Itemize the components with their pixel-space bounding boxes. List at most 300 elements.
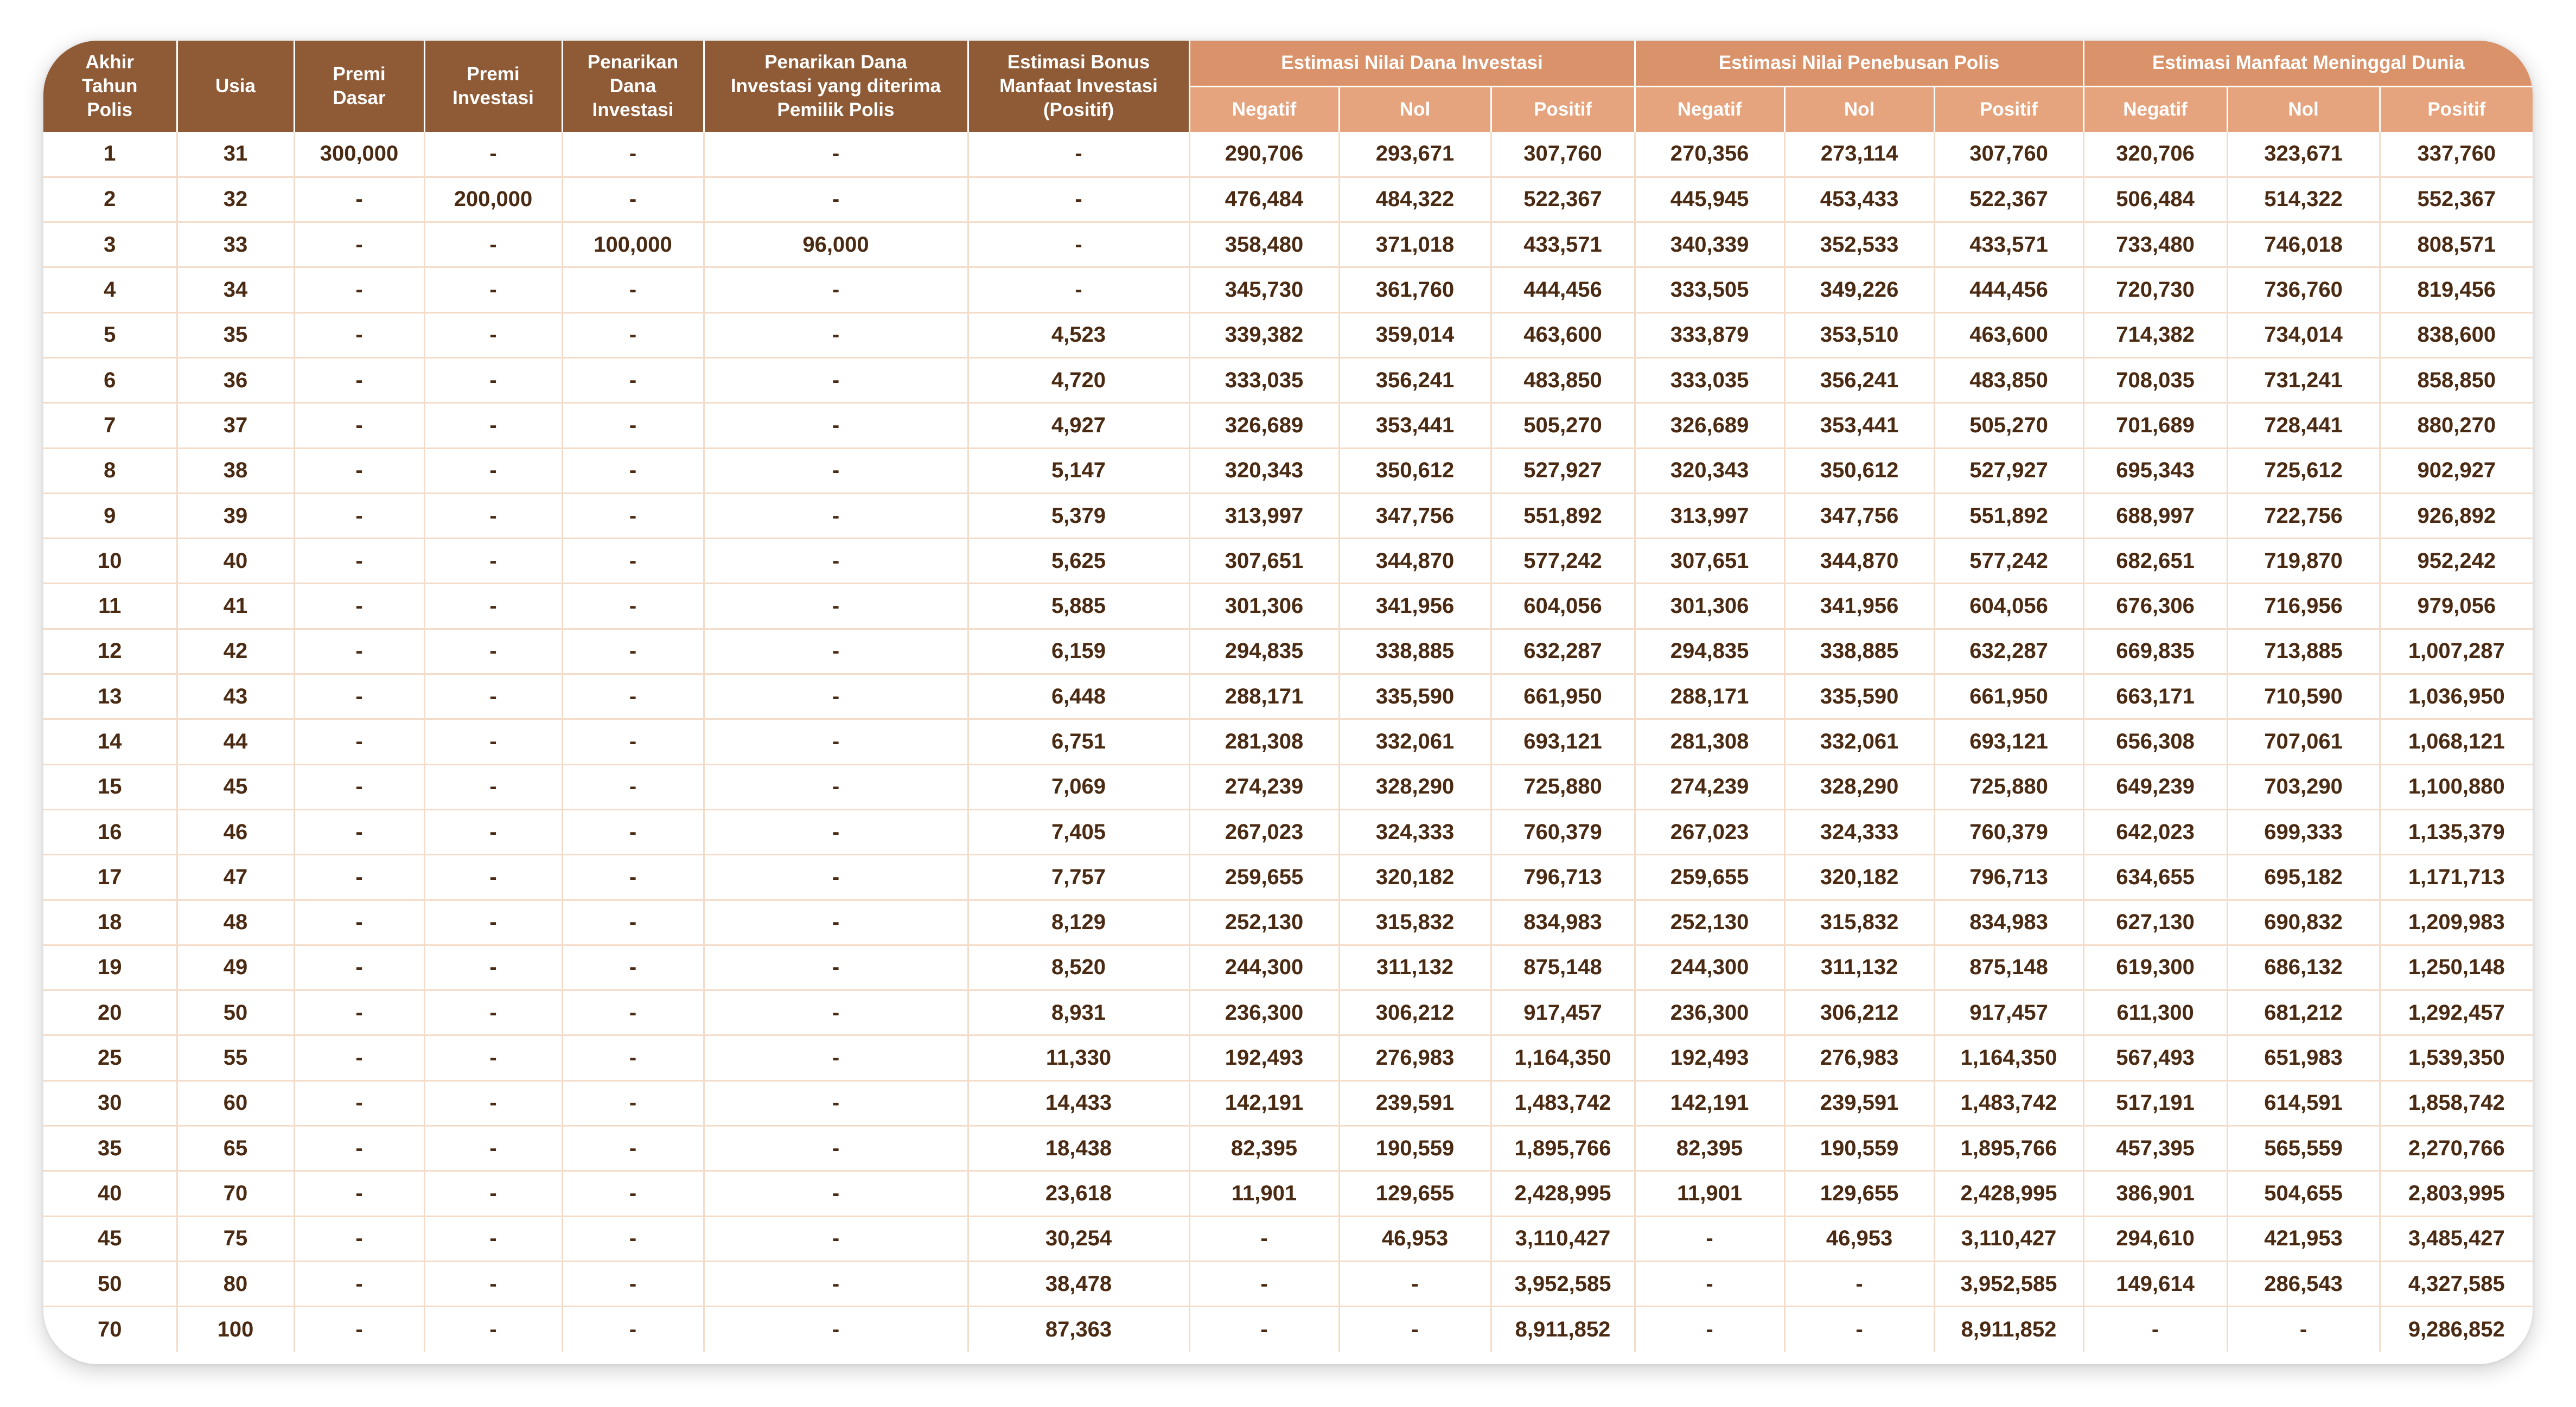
table-row xyxy=(43,1171,2533,1216)
table-cell: 335,590 xyxy=(1784,674,1934,719)
table-cell: - xyxy=(294,312,424,357)
table-cell: 713,885 xyxy=(2227,629,2380,674)
table-cell: 307,760 xyxy=(1934,132,2083,177)
table-cell: 288,171 xyxy=(1189,674,1339,719)
table-cell: 483,850 xyxy=(1934,357,2083,402)
table-cell: 332,061 xyxy=(1784,719,1934,764)
subheader-zero: Nol xyxy=(2227,86,2380,132)
table-cell: 306,212 xyxy=(1339,990,1491,1035)
table-cell: 307,651 xyxy=(1635,539,1784,584)
table-cell: 320,182 xyxy=(1339,855,1491,900)
table-cell: 259,655 xyxy=(1189,855,1339,900)
table-cell: 344,870 xyxy=(1784,539,1934,584)
table-cell: 40 xyxy=(177,539,294,584)
table-cell: - xyxy=(424,357,562,402)
table-cell: 332,061 xyxy=(1339,719,1491,764)
table-row xyxy=(43,945,2533,990)
table-cell: 4,523 xyxy=(968,312,1189,357)
table-row xyxy=(43,1307,2533,1352)
table-cell: 693,121 xyxy=(1934,719,2083,764)
table-cell: 551,892 xyxy=(1491,493,1635,538)
table-cell: 708,035 xyxy=(2083,357,2227,402)
table-cell: 19 xyxy=(43,945,177,990)
header-investment-premium xyxy=(424,41,562,132)
table-cell: 281,308 xyxy=(1635,719,1784,764)
table-cell: 315,832 xyxy=(1784,900,1934,945)
table-cell: - xyxy=(294,809,424,854)
table-cell: 35 xyxy=(43,1126,177,1171)
table-cell: 661,950 xyxy=(1491,674,1635,719)
table-cell: 5 xyxy=(43,312,177,357)
table-cell: 44 xyxy=(177,719,294,764)
table-cell: 2 xyxy=(43,177,177,222)
header-withdrawal-received-line: Penarikan Dana xyxy=(764,52,907,73)
table-cell: 293,671 xyxy=(1339,132,1491,177)
table-cell: - xyxy=(968,132,1189,177)
table-cell: 1,539,350 xyxy=(2380,1035,2533,1080)
table-cell: 50 xyxy=(177,990,294,1035)
table-cell: 300,000 xyxy=(294,132,424,177)
table-cell: - xyxy=(294,629,424,674)
table-cell: - xyxy=(562,719,704,764)
table-cell: 50 xyxy=(43,1261,177,1306)
table-cell: 505,270 xyxy=(1491,403,1635,448)
table-cell: 259,655 xyxy=(1635,855,1784,900)
table-row xyxy=(43,403,2533,448)
header-policy-year-line: Tahun xyxy=(82,75,138,97)
table-cell: 952,242 xyxy=(2380,539,2533,584)
table-cell: 676,306 xyxy=(2083,584,2227,629)
table-cell: 3,952,585 xyxy=(1491,1261,1635,1306)
table-cell: 40 xyxy=(43,1171,177,1216)
table-cell: 8,520 xyxy=(968,945,1189,990)
table-row xyxy=(43,855,2533,900)
table-cell: 6,448 xyxy=(968,674,1189,719)
table-cell: 444,456 xyxy=(1491,267,1635,312)
benefit-illustration-table xyxy=(43,41,2533,1352)
table-row xyxy=(43,1261,2533,1306)
table-cell: - xyxy=(294,719,424,764)
table-cell: - xyxy=(1189,1261,1339,1306)
table-cell: 699,333 xyxy=(2227,809,2380,854)
table-cell: 681,212 xyxy=(2227,990,2380,1035)
table-cell: 345,730 xyxy=(1189,267,1339,312)
table-cell: 476,484 xyxy=(1189,177,1339,222)
table-cell: - xyxy=(424,945,562,990)
table-cell: 719,870 xyxy=(2227,539,2380,584)
table-cell: 18,438 xyxy=(968,1126,1189,1171)
header-age xyxy=(177,41,294,132)
table-cell: 736,760 xyxy=(2227,267,2380,312)
table-cell: 577,242 xyxy=(1491,539,1635,584)
table-cell: 632,287 xyxy=(1934,629,2083,674)
table-cell: 236,300 xyxy=(1635,990,1784,1035)
table-cell: 1,036,950 xyxy=(2380,674,2533,719)
table-cell: - xyxy=(1339,1261,1491,1306)
table-cell: - xyxy=(424,629,562,674)
table-cell: 273,114 xyxy=(1784,132,1934,177)
table-cell: 5,147 xyxy=(968,448,1189,493)
header-group-death-benefit: Estimasi Manfaat Meninggal Dunia xyxy=(2083,41,2533,86)
table-cell: - xyxy=(562,990,704,1035)
table-cell: - xyxy=(704,539,968,584)
table-cell: 517,191 xyxy=(2083,1080,2227,1125)
table-cell: 2,270,766 xyxy=(2380,1126,2533,1171)
table-cell: 49 xyxy=(177,945,294,990)
table-cell: 649,239 xyxy=(2083,764,2227,809)
table-cell: - xyxy=(704,629,968,674)
table-cell: 514,322 xyxy=(2227,177,2380,222)
header-fund-withdrawal xyxy=(562,41,704,132)
table-cell: 311,132 xyxy=(1339,945,1491,990)
table-cell: 30 xyxy=(43,1080,177,1125)
header-investment-premium-line: Premi xyxy=(467,63,520,85)
table-cell: - xyxy=(424,1216,562,1261)
table-cell: 457,395 xyxy=(2083,1126,2227,1171)
table-cell: 142,191 xyxy=(1189,1080,1339,1125)
table-cell: 619,300 xyxy=(2083,945,2227,990)
table-cell: - xyxy=(424,403,562,448)
table-cell: 344,870 xyxy=(1339,539,1491,584)
table-cell: 3,110,427 xyxy=(1934,1216,2083,1261)
header-basic-premium-line: Dasar xyxy=(333,87,386,108)
table-cell: - xyxy=(562,900,704,945)
table-cell: 276,983 xyxy=(1339,1035,1491,1080)
table-cell: 87,363 xyxy=(968,1307,1189,1352)
table-cell: - xyxy=(704,719,968,764)
table-cell: - xyxy=(562,448,704,493)
table-cell: 311,132 xyxy=(1784,945,1934,990)
table-cell: 359,014 xyxy=(1339,312,1491,357)
table-cell: 288,171 xyxy=(1635,674,1784,719)
table-cell: - xyxy=(562,1126,704,1171)
table-cell: 307,651 xyxy=(1189,539,1339,584)
table-cell: 328,290 xyxy=(1784,764,1934,809)
table-cell: 506,484 xyxy=(2083,177,2227,222)
table-cell: 239,591 xyxy=(1784,1080,1934,1125)
table-cell: - xyxy=(704,1307,968,1352)
table-cell: 979,056 xyxy=(2380,584,2533,629)
table-cell: - xyxy=(424,1126,562,1171)
table-cell: - xyxy=(1784,1307,1934,1352)
table-cell: 504,655 xyxy=(2227,1171,2380,1216)
table-cell: - xyxy=(294,674,424,719)
table-cell: - xyxy=(562,539,704,584)
table-cell: 290,706 xyxy=(1189,132,1339,177)
table-cell: - xyxy=(294,539,424,584)
table-cell: - xyxy=(562,1261,704,1306)
header-policy-year xyxy=(43,41,177,132)
table-cell: 917,457 xyxy=(1491,990,1635,1035)
table-cell: 286,543 xyxy=(2227,1261,2380,1306)
table-cell: 8,911,852 xyxy=(1934,1307,2083,1352)
table-cell: 129,655 xyxy=(1784,1171,1934,1216)
table-cell: - xyxy=(562,312,704,357)
table-cell: 347,756 xyxy=(1784,493,1934,538)
table-cell: - xyxy=(562,132,704,177)
table-cell: - xyxy=(424,1171,562,1216)
subheader-positive: Positif xyxy=(2380,86,2533,132)
table-cell: 725,612 xyxy=(2227,448,2380,493)
table-cell: 356,241 xyxy=(1339,357,1491,402)
table-cell: 294,610 xyxy=(2083,1216,2227,1261)
table-row xyxy=(43,222,2533,267)
table-cell: 320,343 xyxy=(1635,448,1784,493)
table-cell: 38 xyxy=(177,448,294,493)
table-cell: 917,457 xyxy=(1934,990,2083,1035)
header-fund-withdrawal-line: Penarikan xyxy=(587,52,679,73)
table-cell: 142,191 xyxy=(1635,1080,1784,1125)
subheader-positive: Positif xyxy=(1491,86,1635,132)
table-cell: 75 xyxy=(177,1216,294,1261)
table-cell: - xyxy=(294,945,424,990)
table-cell: 834,983 xyxy=(1934,900,2083,945)
table-cell: - xyxy=(704,177,968,222)
table-cell: 294,835 xyxy=(1635,629,1784,674)
table-cell: 38,478 xyxy=(968,1261,1189,1306)
table-cell: - xyxy=(562,267,704,312)
table-cell: 1,164,350 xyxy=(1934,1035,2083,1080)
table-cell: - xyxy=(424,855,562,900)
table-cell: - xyxy=(294,990,424,1035)
table-row xyxy=(43,1035,2533,1080)
table-cell: - xyxy=(294,1171,424,1216)
table-cell: 33 xyxy=(177,222,294,267)
table-cell: 8,931 xyxy=(968,990,1189,1035)
table-cell: 693,121 xyxy=(1491,719,1635,764)
table-cell: 734,014 xyxy=(2227,312,2380,357)
table-cell: 686,132 xyxy=(2227,945,2380,990)
table-cell: 46,953 xyxy=(1339,1216,1491,1261)
table-cell: 281,308 xyxy=(1189,719,1339,764)
header-investment-bonus xyxy=(968,41,1189,132)
header-withdrawal-received-line: Investasi yang diterima xyxy=(730,75,941,97)
subheader-positive: Positif xyxy=(1934,86,2083,132)
table-cell: - xyxy=(562,809,704,854)
table-cell: - xyxy=(704,1080,968,1125)
table-cell: 577,242 xyxy=(1934,539,2083,584)
table-cell: - xyxy=(1635,1216,1784,1261)
table-cell: 353,510 xyxy=(1784,312,1934,357)
table-row xyxy=(43,312,2533,357)
table-cell: - xyxy=(562,177,704,222)
table-cell: 55 xyxy=(177,1035,294,1080)
table-cell: 324,333 xyxy=(1784,809,1934,854)
table-cell: - xyxy=(294,493,424,538)
table-row xyxy=(43,177,2533,222)
table-cell: 567,493 xyxy=(2083,1035,2227,1080)
subheader-zero: Nol xyxy=(1339,86,1491,132)
table-cell: 350,612 xyxy=(1784,448,1934,493)
table-cell: 926,892 xyxy=(2380,493,2533,538)
table-cell: 324,333 xyxy=(1339,809,1491,854)
table-cell: - xyxy=(704,764,968,809)
table-cell: 149,614 xyxy=(2083,1261,2227,1306)
table-row xyxy=(43,539,2533,584)
header-fund-withdrawal-line: Dana xyxy=(609,75,656,97)
table-cell: 31 xyxy=(177,132,294,177)
table-cell: - xyxy=(424,267,562,312)
table-row xyxy=(43,1126,2533,1171)
table-cell: 714,382 xyxy=(2083,312,2227,357)
table-cell: 4,927 xyxy=(968,403,1189,448)
table-cell: 1,483,742 xyxy=(1491,1080,1635,1125)
table-cell: 361,760 xyxy=(1339,267,1491,312)
table-cell: 10 xyxy=(43,539,177,584)
table-cell: 337,760 xyxy=(2380,132,2533,177)
table-cell: - xyxy=(424,312,562,357)
table-cell: 552,367 xyxy=(2380,177,2533,222)
table-cell: 274,239 xyxy=(1635,764,1784,809)
table-cell: 47 xyxy=(177,855,294,900)
illustration-table-card xyxy=(43,41,2533,1364)
table-row xyxy=(43,629,2533,674)
table-cell: - xyxy=(294,900,424,945)
table-cell: 30,254 xyxy=(968,1216,1189,1261)
table-cell: 731,241 xyxy=(2227,357,2380,402)
table-cell: 1,483,742 xyxy=(1934,1080,2083,1125)
table-cell: 190,559 xyxy=(1339,1126,1491,1171)
table-cell: - xyxy=(424,222,562,267)
table-row xyxy=(43,267,2533,312)
table-row xyxy=(43,1080,2533,1125)
table-cell: 20 xyxy=(43,990,177,1035)
table-cell: 45 xyxy=(177,764,294,809)
header-basic-premium xyxy=(294,41,424,132)
table-cell: 703,290 xyxy=(2227,764,2380,809)
table-cell: - xyxy=(704,357,968,402)
table-cell: 23,618 xyxy=(968,1171,1189,1216)
table-row xyxy=(43,132,2533,177)
table-cell: 96,000 xyxy=(704,222,968,267)
table-cell: 341,956 xyxy=(1784,584,1934,629)
table-cell: 2,428,995 xyxy=(1934,1171,2083,1216)
table-cell: 338,885 xyxy=(1339,629,1491,674)
table-cell: - xyxy=(424,448,562,493)
table-cell: 347,756 xyxy=(1339,493,1491,538)
table-cell: 100,000 xyxy=(562,222,704,267)
table-cell: 11,901 xyxy=(1189,1171,1339,1216)
table-cell: - xyxy=(294,267,424,312)
table-cell: 65 xyxy=(177,1126,294,1171)
table-cell: 634,655 xyxy=(2083,855,2227,900)
table-cell: - xyxy=(704,900,968,945)
table-cell: 8,129 xyxy=(968,900,1189,945)
table-cell: 3,485,427 xyxy=(2380,1216,2533,1261)
table-cell: 611,300 xyxy=(2083,990,2227,1035)
table-cell: 1,209,983 xyxy=(2380,900,2533,945)
table-cell: 760,379 xyxy=(1491,809,1635,854)
table-cell: 632,287 xyxy=(1491,629,1635,674)
table-cell: 7,069 xyxy=(968,764,1189,809)
table-cell: 9 xyxy=(43,493,177,538)
table-cell: 35 xyxy=(177,312,294,357)
table-cell: 444,456 xyxy=(1934,267,2083,312)
table-cell: 505,270 xyxy=(1934,403,2083,448)
table-cell: - xyxy=(562,764,704,809)
table-cell: 17 xyxy=(43,855,177,900)
table-cell: - xyxy=(704,312,968,357)
table-row xyxy=(43,719,2533,764)
table-cell: 320,182 xyxy=(1784,855,1934,900)
subheader-negative: Negatif xyxy=(2083,86,2227,132)
table-cell: 80 xyxy=(177,1261,294,1306)
table-cell: 313,997 xyxy=(1189,493,1339,538)
table-cell: 274,239 xyxy=(1189,764,1339,809)
table-cell: - xyxy=(2227,1307,2380,1352)
table-cell: 463,600 xyxy=(1934,312,2083,357)
table-row xyxy=(43,764,2533,809)
subheader-zero: Nol xyxy=(1784,86,1934,132)
table-cell: - xyxy=(294,1307,424,1352)
table-cell: 352,533 xyxy=(1784,222,1934,267)
table-cell: 565,559 xyxy=(2227,1126,2380,1171)
table-cell: - xyxy=(1189,1216,1339,1261)
table-cell: 244,300 xyxy=(1189,945,1339,990)
table-cell: 682,651 xyxy=(2083,539,2227,584)
table-cell: 483,850 xyxy=(1491,357,1635,402)
table-cell: - xyxy=(704,1216,968,1261)
table-cell: - xyxy=(424,1261,562,1306)
table-cell: 341,956 xyxy=(1339,584,1491,629)
table-cell: 25 xyxy=(43,1035,177,1080)
subheader-negative: Negatif xyxy=(1635,86,1784,132)
table-cell: 4 xyxy=(43,267,177,312)
table-cell: - xyxy=(1635,1261,1784,1306)
table-cell: 236,300 xyxy=(1189,990,1339,1035)
table-cell: - xyxy=(704,990,968,1035)
table-cell: 858,850 xyxy=(2380,357,2533,402)
table-cell: 42 xyxy=(177,629,294,674)
table-cell: 746,018 xyxy=(2227,222,2380,267)
table-cell: - xyxy=(424,719,562,764)
table-cell: 2,803,995 xyxy=(2380,1171,2533,1216)
table-cell: 484,322 xyxy=(1339,177,1491,222)
table-cell: 695,343 xyxy=(2083,448,2227,493)
table-cell: 902,927 xyxy=(2380,448,2533,493)
table-cell: 326,689 xyxy=(1189,403,1339,448)
table-cell: - xyxy=(294,764,424,809)
table-cell: - xyxy=(424,674,562,719)
table-cell: 669,835 xyxy=(2083,629,2227,674)
table-cell: 307,760 xyxy=(1491,132,1635,177)
table-cell: - xyxy=(424,1035,562,1080)
table-cell: - xyxy=(562,629,704,674)
table-cell: 323,671 xyxy=(2227,132,2380,177)
table-cell: - xyxy=(562,357,704,402)
table-cell: 192,493 xyxy=(1189,1035,1339,1080)
table-cell: - xyxy=(294,1126,424,1171)
table-cell: 371,018 xyxy=(1339,222,1491,267)
table-cell: 192,493 xyxy=(1635,1035,1784,1080)
table-cell: 688,997 xyxy=(2083,493,2227,538)
table-cell: 9,286,852 xyxy=(2408,1317,2505,1341)
table-cell: 301,306 xyxy=(1635,584,1784,629)
header-age-line: Usia xyxy=(215,75,256,97)
table-cell: 8,911,852 xyxy=(1491,1307,1635,1352)
table-cell: 1,171,713 xyxy=(2380,855,2533,900)
table-cell: 320,706 xyxy=(2083,132,2227,177)
header-investment-premium-line: Investasi xyxy=(452,87,534,108)
table-cell: 190,559 xyxy=(1784,1126,1934,1171)
table-cell: 338,885 xyxy=(1784,629,1934,674)
table-cell: 1,895,766 xyxy=(1934,1126,2083,1171)
table-cell: 796,713 xyxy=(1934,855,2083,900)
table-cell: - xyxy=(562,1307,704,1352)
table-cell: 722,756 xyxy=(2227,493,2380,538)
table-cell: 701,689 xyxy=(2083,403,2227,448)
table-cell: 725,880 xyxy=(1934,764,2083,809)
